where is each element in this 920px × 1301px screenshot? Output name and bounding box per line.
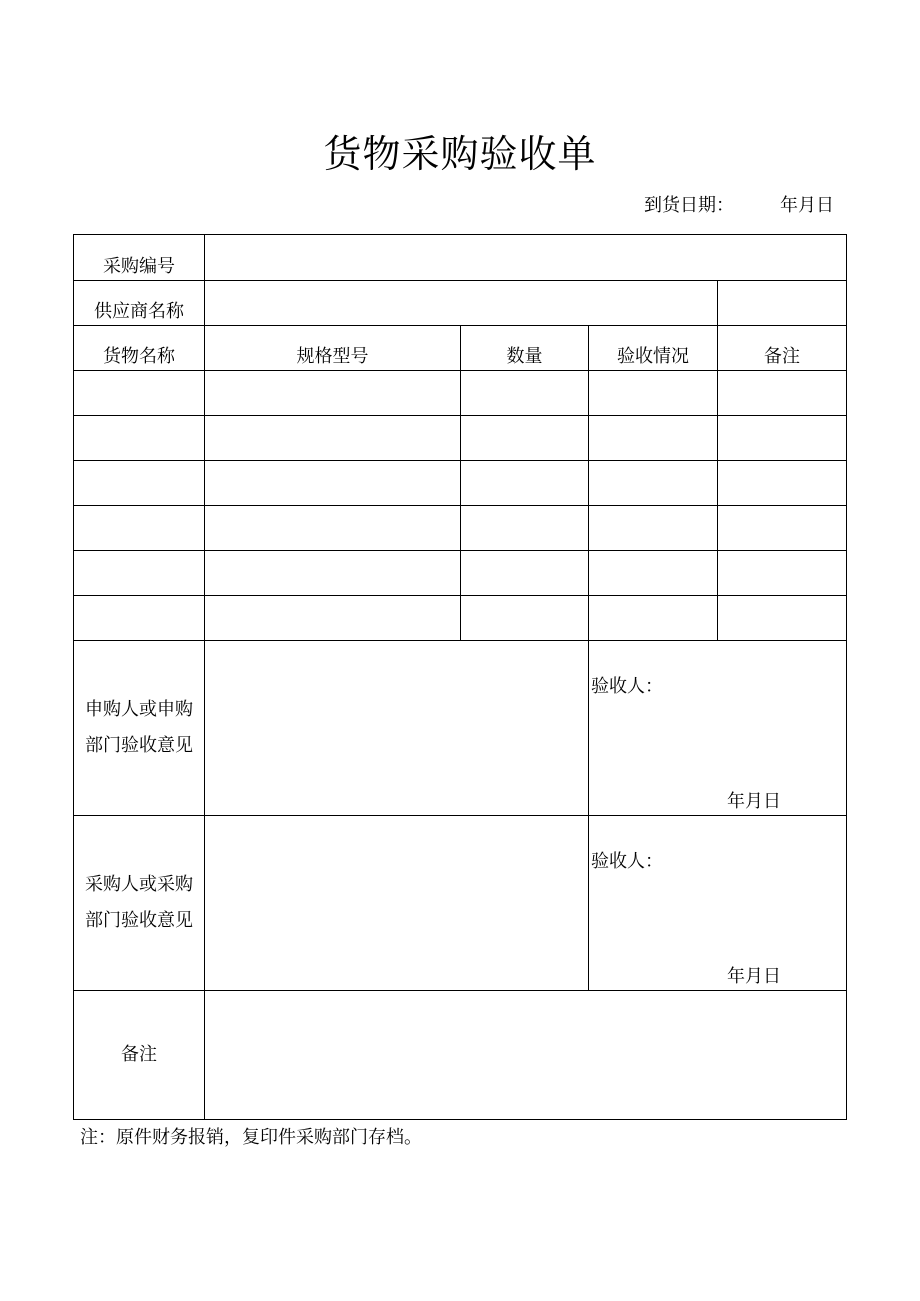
- purchase-no-field[interactable]: [205, 235, 847, 281]
- remarks-cell[interactable]: [718, 461, 847, 506]
- requester-signer-label: 验收人：: [591, 676, 663, 697]
- requester-sign-cell[interactable]: [589, 641, 847, 816]
- quantity-cell[interactable]: [461, 416, 589, 461]
- col-quantity: 数量: [461, 326, 589, 371]
- purchaser-sign-cell[interactable]: [589, 816, 847, 991]
- acceptance-status-cell[interactable]: [589, 371, 718, 416]
- spec-model-cell[interactable]: [205, 416, 461, 461]
- purchaser-opinion-row: [74, 816, 847, 991]
- spec-model-cell[interactable]: [205, 506, 461, 551]
- requester-opinion-label-line1: 申购人或申购: [85, 699, 193, 720]
- table-row: [74, 506, 847, 551]
- acceptance-status-cell[interactable]: [589, 461, 718, 506]
- purchaser-opinion-label: [74, 816, 205, 991]
- acceptance-status-cell[interactable]: [589, 506, 718, 551]
- footnote: 注：原件财务报销，复印件采购部门存档。: [80, 1127, 422, 1148]
- spec-model-cell[interactable]: [205, 596, 461, 641]
- table-row: [74, 371, 847, 416]
- supplier-name-field[interactable]: [205, 281, 718, 326]
- column-header-row: [74, 326, 847, 371]
- arrival-date-ymd: 年月日: [780, 195, 834, 216]
- requester-opinion-label: [74, 641, 205, 816]
- quantity-cell[interactable]: [461, 371, 589, 416]
- spec-model-cell[interactable]: [205, 371, 461, 416]
- col-goods-name: 货物名称: [74, 326, 205, 371]
- requester-opinion-row: [74, 641, 847, 816]
- acceptance-status-cell[interactable]: [589, 596, 718, 641]
- table-row: [74, 461, 847, 506]
- quantity-cell[interactable]: [461, 551, 589, 596]
- goods-name-cell[interactable]: [74, 416, 205, 461]
- acceptance-form-table: [73, 234, 847, 1120]
- purchaser-signer-label: 验收人：: [591, 851, 663, 872]
- goods-name-cell[interactable]: [74, 371, 205, 416]
- remark-label: 备注: [74, 991, 205, 1120]
- table-row: [74, 416, 847, 461]
- remarks-cell[interactable]: [718, 506, 847, 551]
- acceptance-status-cell[interactable]: [589, 416, 718, 461]
- supplier-extra-field[interactable]: [718, 281, 847, 326]
- remark-field[interactable]: [205, 991, 847, 1120]
- remark-row: [74, 991, 847, 1120]
- goods-name-cell[interactable]: [74, 506, 205, 551]
- table-row: [74, 551, 847, 596]
- goods-name-cell[interactable]: [74, 551, 205, 596]
- requester-opinion-label-line2: 部门验收意见: [85, 735, 193, 756]
- supplier-label: 供应商名称: [74, 281, 205, 326]
- acceptance-status-cell[interactable]: [589, 551, 718, 596]
- remarks-cell[interactable]: [718, 596, 847, 641]
- purchase-no-label: 采购编号: [74, 235, 205, 281]
- arrival-date-label: 到货日期：: [644, 195, 734, 216]
- quantity-cell[interactable]: [461, 461, 589, 506]
- requester-opinion-field[interactable]: [205, 641, 589, 816]
- col-remarks: 备注: [718, 326, 847, 371]
- requester-sign-date: 年月日: [727, 791, 781, 812]
- remarks-cell[interactable]: [718, 551, 847, 596]
- purchaser-sign-date: 年月日: [727, 966, 781, 987]
- page-title: 货物采购验收单: [323, 132, 597, 176]
- purchaser-opinion-label-line2: 部门验收意见: [85, 910, 193, 931]
- spec-model-cell[interactable]: [205, 461, 461, 506]
- goods-name-cell[interactable]: [74, 596, 205, 641]
- purchaser-opinion-label-line1: 采购人或采购: [85, 874, 193, 895]
- table-row: [74, 596, 847, 641]
- quantity-cell[interactable]: [461, 506, 589, 551]
- supplier-row: [74, 281, 847, 326]
- remarks-cell[interactable]: [718, 416, 847, 461]
- quantity-cell[interactable]: [461, 596, 589, 641]
- arrival-date: [644, 192, 834, 220]
- purchase-no-row: [74, 235, 847, 281]
- remarks-cell[interactable]: [718, 371, 847, 416]
- spec-model-cell[interactable]: [205, 551, 461, 596]
- goods-name-cell[interactable]: [74, 461, 205, 506]
- col-spec-model: 规格型号: [205, 326, 461, 371]
- purchaser-opinion-field[interactable]: [205, 816, 589, 991]
- col-acceptance-status: 验收情况: [589, 326, 718, 371]
